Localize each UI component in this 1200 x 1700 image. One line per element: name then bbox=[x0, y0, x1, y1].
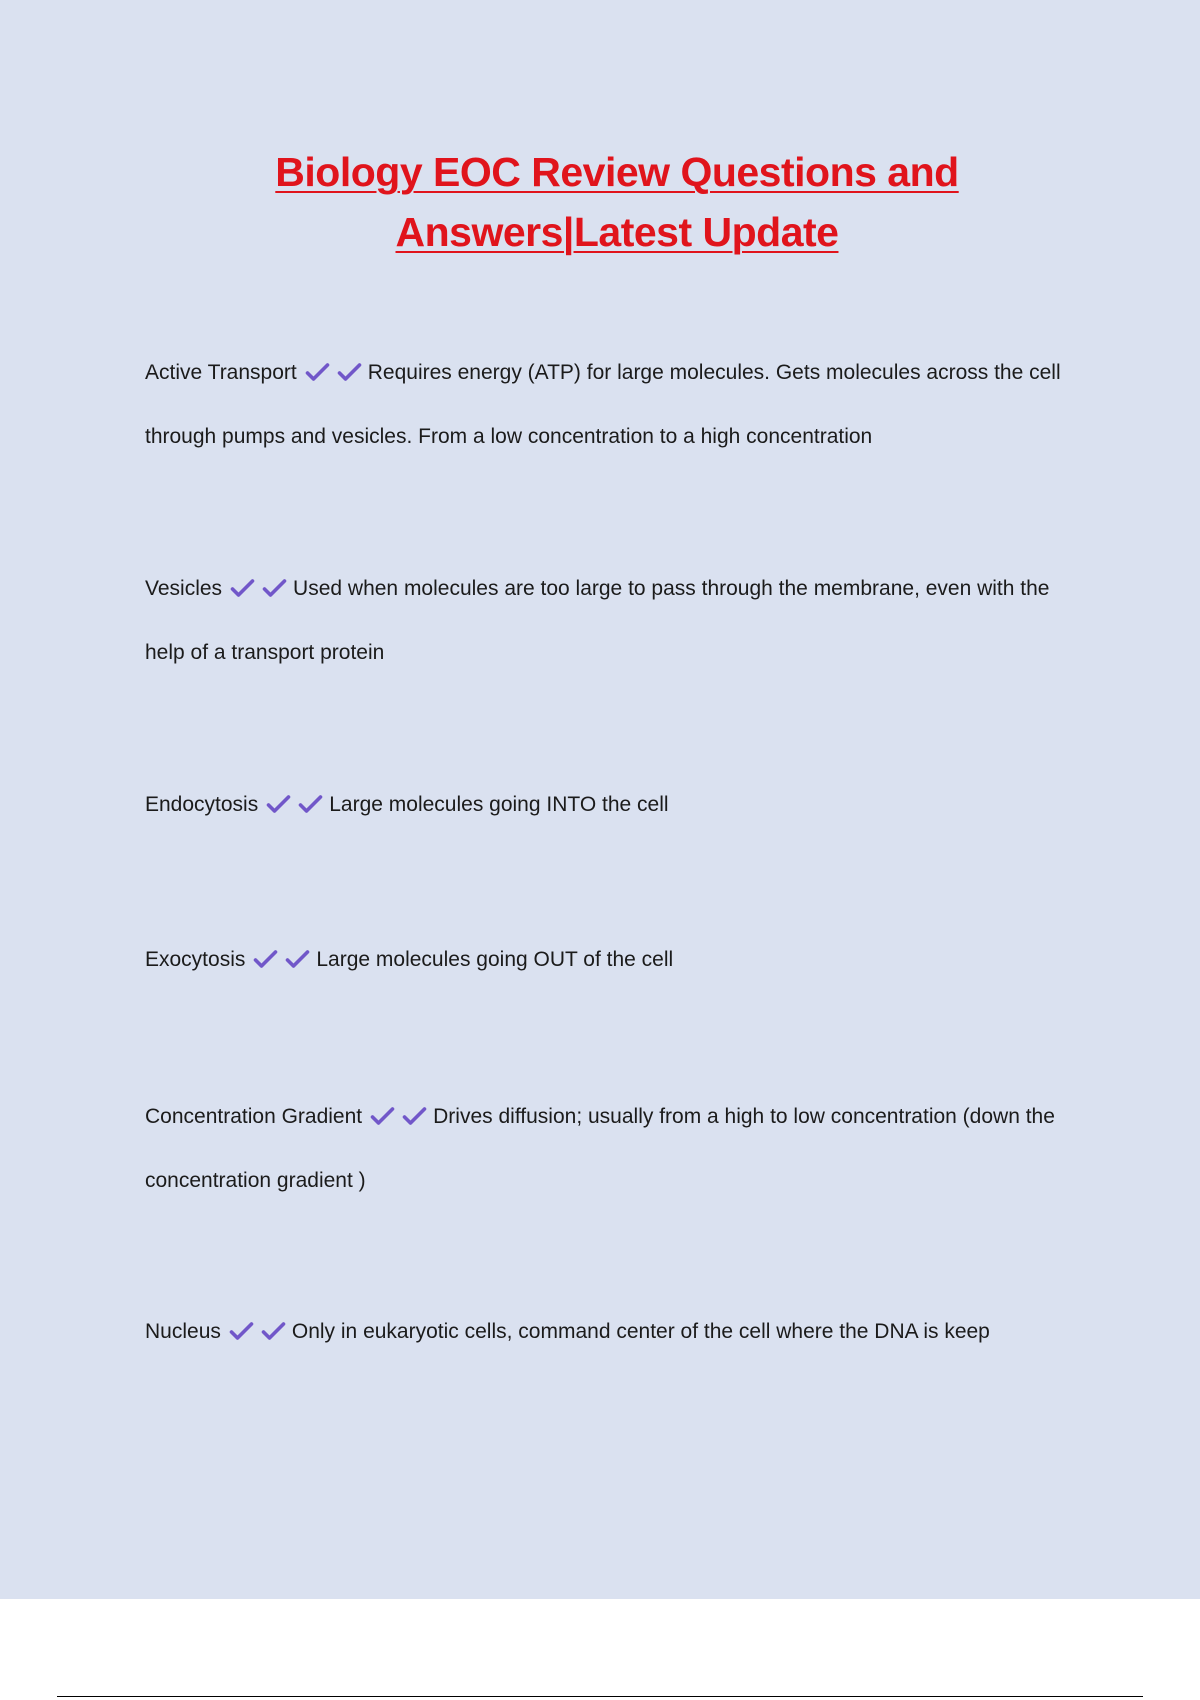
check-icon bbox=[266, 794, 291, 814]
entry-definition: Large molecules going OUT of the cell bbox=[316, 948, 674, 971]
check-icon bbox=[298, 794, 323, 814]
qa-entry-concentration-gradient bbox=[145, 1086, 1080, 1211]
entry-term: Active Transport bbox=[145, 361, 297, 384]
check-icon bbox=[370, 1106, 395, 1126]
qa-entry-vesicles bbox=[145, 558, 1080, 683]
check-marks bbox=[253, 932, 310, 993]
check-icon bbox=[402, 1106, 427, 1126]
entry-definition: Requires energy (ATP) for large molecules. Gets molecules across the cell through pumps and vesicles. From a low concentration to a high concentration bbox=[145, 361, 1061, 448]
entry-term: Concentration Gradient bbox=[145, 1105, 363, 1128]
check-icon bbox=[285, 949, 310, 969]
check-icon bbox=[337, 362, 362, 382]
entry-term: Endocytosis bbox=[145, 793, 259, 816]
check-icon bbox=[229, 1321, 254, 1341]
check-marks bbox=[266, 777, 323, 838]
check-marks bbox=[230, 561, 287, 622]
check-icon bbox=[253, 949, 278, 969]
entry-term: Nucleus bbox=[145, 1320, 221, 1343]
entry-definition: Only in eukaryotic cells, command center of the cell where the DNA is keep bbox=[291, 1320, 990, 1343]
title-line-1: Biology EOC Review Questions and bbox=[275, 149, 959, 195]
document-title bbox=[0, 142, 1200, 262]
entry-definition: Drives diffusion; usually from a high to low concentration (down the concentration gradient ) bbox=[145, 1105, 1055, 1192]
check-icon bbox=[262, 578, 287, 598]
check-icon bbox=[305, 362, 330, 382]
check-icon bbox=[230, 578, 255, 598]
check-icon bbox=[261, 1321, 286, 1341]
check-marks bbox=[370, 1089, 427, 1150]
entry-term: Exocytosis bbox=[145, 948, 246, 971]
qa-entry-endocytosis bbox=[145, 774, 1080, 838]
entry-definition: Large molecules going INTO the cell bbox=[329, 793, 669, 816]
check-marks bbox=[305, 345, 362, 406]
title-line-2: Answers|Latest Update bbox=[395, 209, 839, 255]
footer-divider bbox=[57, 1696, 1143, 1697]
qa-entry-exocytosis bbox=[145, 929, 1080, 993]
check-marks bbox=[229, 1304, 286, 1365]
qa-entry-active-transport bbox=[145, 342, 1080, 467]
qa-entry-nucleus bbox=[145, 1301, 1080, 1365]
entry-definition: Used when molecules are too large to pass through the membrane, even with the help of a transport protein bbox=[145, 577, 1050, 664]
entry-term: Vesicles bbox=[145, 577, 223, 600]
